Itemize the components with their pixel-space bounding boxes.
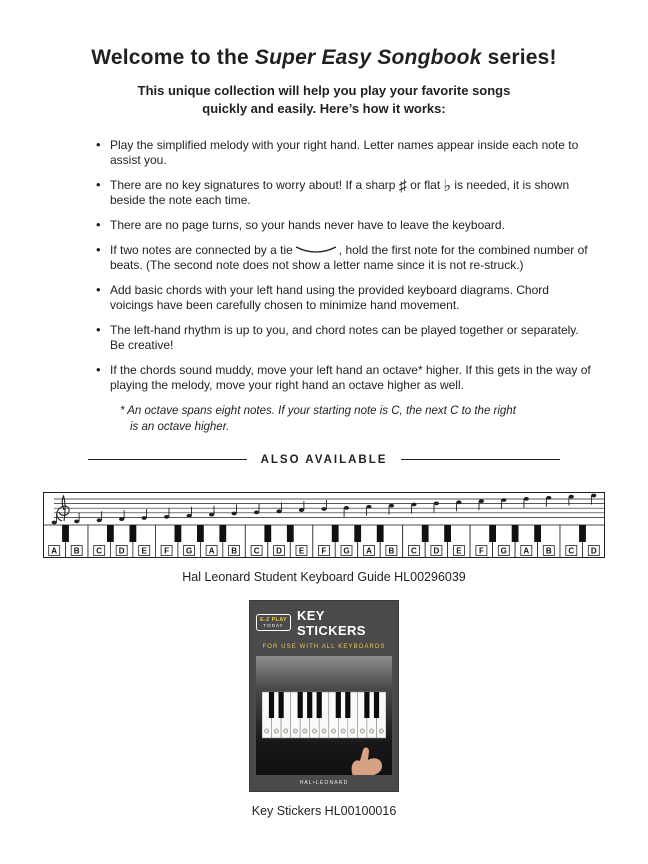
svg-text:B: B <box>388 546 395 556</box>
cover-keyboard-image <box>262 691 386 739</box>
ez-logo-top-text: E-Z PLAY <box>260 616 287 623</box>
footnote-line1: * An octave spans eight notes. If your starting note is C, the next C to the right <box>120 405 516 418</box>
tie-icon <box>294 245 338 256</box>
bullet-item-page-turns <box>96 218 592 233</box>
flat-icon: ♭ <box>443 178 452 196</box>
keyboard-guide-caption: Hal Leonard Student Keyboard Guide HL00296039 <box>182 569 466 584</box>
title-italic: Super Easy Songbook <box>254 46 482 69</box>
cover-header <box>256 608 392 638</box>
page-title <box>0 46 648 70</box>
svg-text:F: F <box>478 546 484 556</box>
svg-text:B: B <box>73 546 80 556</box>
subtitle <box>0 82 648 118</box>
svg-text:D: D <box>590 546 597 556</box>
title-suffix: series! <box>481 46 557 69</box>
svg-text:G: G <box>500 546 507 556</box>
svg-text:F: F <box>321 546 327 556</box>
bullet-text: If two notes are connected by a tie <box>110 243 293 258</box>
bullet-text: Add basic chords with your left hand using the provided keyboard diagrams. Chord voicings have been carefully chosen to minimize hand movement. <box>110 283 549 313</box>
svg-text:C: C <box>568 546 575 556</box>
svg-text:B: B <box>231 546 237 556</box>
bullet-text: The left-hand rhythm is up to you, and chord notes can be played together or separately. Be creative! <box>110 323 579 353</box>
hand-image <box>342 742 388 775</box>
bullet-text: or flat <box>406 178 444 193</box>
also-available-label: ALSO AVAILABLE <box>260 453 388 466</box>
keyboard-guide-image <box>43 492 605 558</box>
divider-line-right <box>401 459 560 460</box>
bullet-text: is needed, it is shown beside the note each time. <box>110 178 570 208</box>
also-available-divider <box>88 454 560 466</box>
svg-text:D: D <box>433 546 440 556</box>
svg-text:A: A <box>208 546 215 556</box>
ez-play-today-logo <box>256 614 291 631</box>
key-stickers-photo <box>256 656 392 775</box>
ez-logo-bottom-text: TODAY <box>263 623 284 629</box>
svg-text:A: A <box>523 546 530 556</box>
svg-text:E: E <box>141 546 147 556</box>
octave-footnote <box>0 403 648 435</box>
title-prefix: Welcome to the <box>91 46 255 69</box>
subtitle-line2: quickly and easily. Here’s how it works: <box>202 101 446 117</box>
svg-text:A: A <box>51 546 58 556</box>
key-stickers-title: KEY STICKERS <box>296 607 366 638</box>
hal-leonard-logo: HAL•LEONARD <box>299 779 349 786</box>
svg-text:E: E <box>298 546 305 556</box>
bullet-item-melody <box>96 138 592 168</box>
key-stickers-caption: Key Stickers HL00100016 <box>251 803 397 818</box>
svg-text:G: G <box>185 546 193 556</box>
bullet-text: If the chords sound muddy, move your left hand an octave* higher. If this gets in the way of playing the melody, move your right hand an octave higher as well. <box>110 363 591 393</box>
divider-line-left <box>88 459 247 460</box>
svg-text:D: D <box>276 546 282 556</box>
svg-text:F: F <box>164 546 170 556</box>
bullet-text: Play the simplified melody with your right hand. Letter names appear inside each note to assist you. <box>110 138 579 168</box>
svg-text:D: D <box>118 546 125 556</box>
subtitle-line1: This unique collection will help you play your favorite songs <box>137 83 511 98</box>
svg-text:C: C <box>411 546 417 556</box>
svg-text:E: E <box>456 546 462 556</box>
bullet-item-tie <box>96 243 592 273</box>
bullet-list <box>0 138 648 393</box>
svg-text:C: C <box>96 546 103 556</box>
svg-text:A: A <box>366 546 372 556</box>
svg-text:B: B <box>545 546 552 556</box>
bullet-item-rhythm <box>96 323 592 353</box>
bullet-text: There are no key signatures to worry about! If a sharp <box>110 178 399 193</box>
key-stickers-cover <box>249 600 399 792</box>
bullet-item-key-signatures <box>96 178 592 208</box>
sharp-icon: ♯ <box>398 178 407 196</box>
key-stickers-subtitle: FOR USE WITH ALL KEYBOARDS <box>262 643 386 650</box>
keyboard-guide-svg <box>43 492 605 558</box>
svg-text:C: C <box>253 546 260 556</box>
bullet-text: There are no page turns, so your hands never have to leave the keyboard. <box>110 218 505 233</box>
bullet-item-octave <box>96 363 592 393</box>
bullet-item-chords <box>96 283 592 313</box>
svg-text:G: G <box>343 546 350 556</box>
footnote-line2: is an octave higher. <box>130 421 230 434</box>
bullet-text: , hold the first note for the combined number of beats. (The second note does not show a letter name since it is not re-struck.) <box>110 243 588 273</box>
